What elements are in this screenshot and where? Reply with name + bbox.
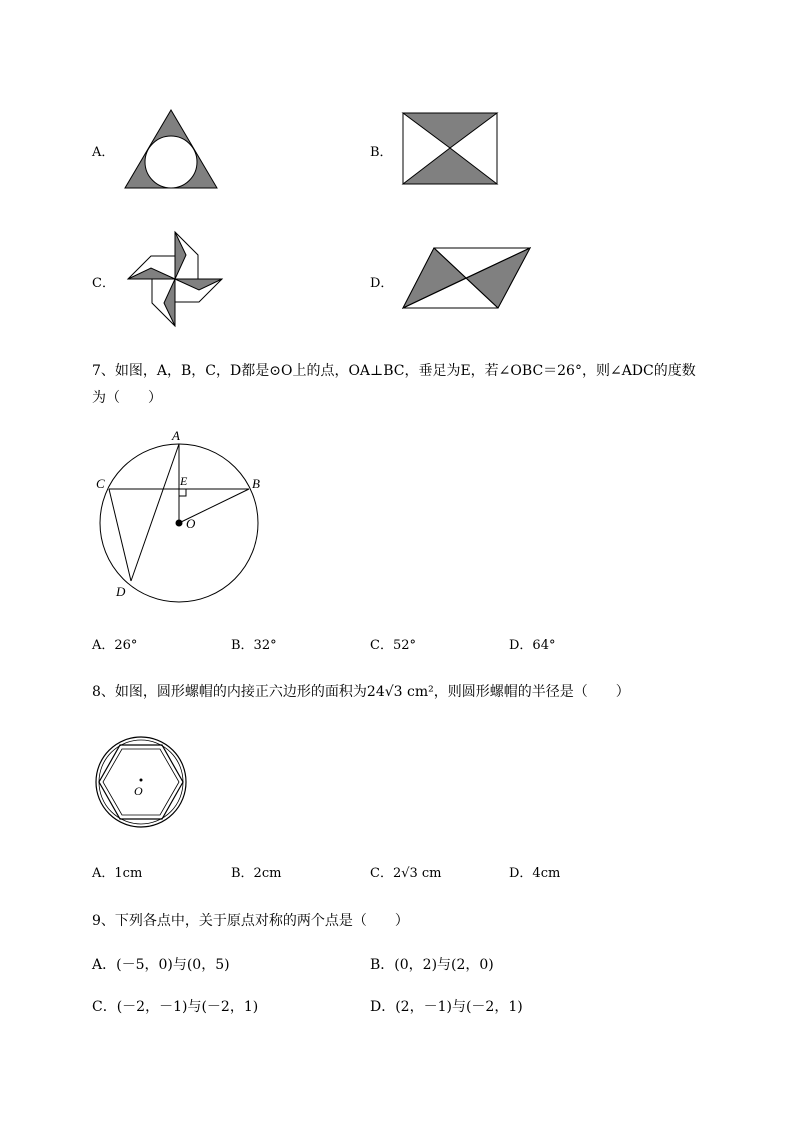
label-O: O: [186, 516, 196, 531]
option-d-label[interactable]: D．: [370, 276, 394, 291]
q7-option-b[interactable]: B．32°: [231, 638, 277, 653]
q7-option-a[interactable]: A．26°: [92, 638, 138, 653]
q7-option-c[interactable]: C．52°: [370, 638, 416, 653]
label-E: E: [180, 474, 188, 488]
pinwheel-figure: [126, 230, 224, 328]
hexagon-nut-figure: [94, 735, 188, 829]
q8-option-a[interactable]: A．1cm: [92, 866, 143, 881]
triangle-with-circle-figure: [124, 108, 219, 190]
label-D: D: [116, 584, 126, 599]
rectangle-bowtie-figure: [402, 112, 498, 185]
q9-option-d[interactable]: D．(2，－1)与(－2，1): [370, 999, 523, 1015]
q9-option-c[interactable]: C．(－2，－1)与(－2，1): [92, 999, 259, 1015]
label-A: A: [172, 428, 180, 443]
option-b-label[interactable]: B．: [370, 145, 393, 160]
circle-geometry-figure: [94, 426, 274, 606]
q7-option-d[interactable]: D．64°: [509, 638, 556, 653]
option-c-label[interactable]: C．: [92, 276, 115, 291]
q8-option-d[interactable]: D．4cm: [509, 866, 561, 881]
q9-option-a[interactable]: A．(－5，0)与(0，5): [92, 957, 230, 973]
question-7-line-2: 为（ ）: [92, 390, 162, 406]
label-C: C: [96, 476, 105, 491]
option-a-label[interactable]: A．: [92, 145, 115, 160]
question-7-line-1: 7、如图，A，B，C，D都是⊙O上的点，OA⊥BC，垂足为E，若∠OBC＝26°，则∠ADC的度数: [92, 363, 696, 379]
question-8-text: 8、如图，圆形螺帽的内接正六边形的面积为24√3 cm²，则圆形螺帽的半径是（ ）: [92, 684, 630, 700]
parallelogram-figure: [402, 247, 532, 310]
label-B: B: [252, 476, 260, 491]
question-9-text: 9、下列各点中，关于原点对称的两个点是（ ）: [92, 913, 409, 929]
q9-option-b[interactable]: B．(0，2)与(2，0): [370, 957, 494, 973]
q8-option-c[interactable]: C．2√3 cm: [370, 866, 442, 881]
label-O-hexagon: O: [134, 784, 143, 798]
q8-option-b[interactable]: B．2cm: [231, 866, 282, 881]
